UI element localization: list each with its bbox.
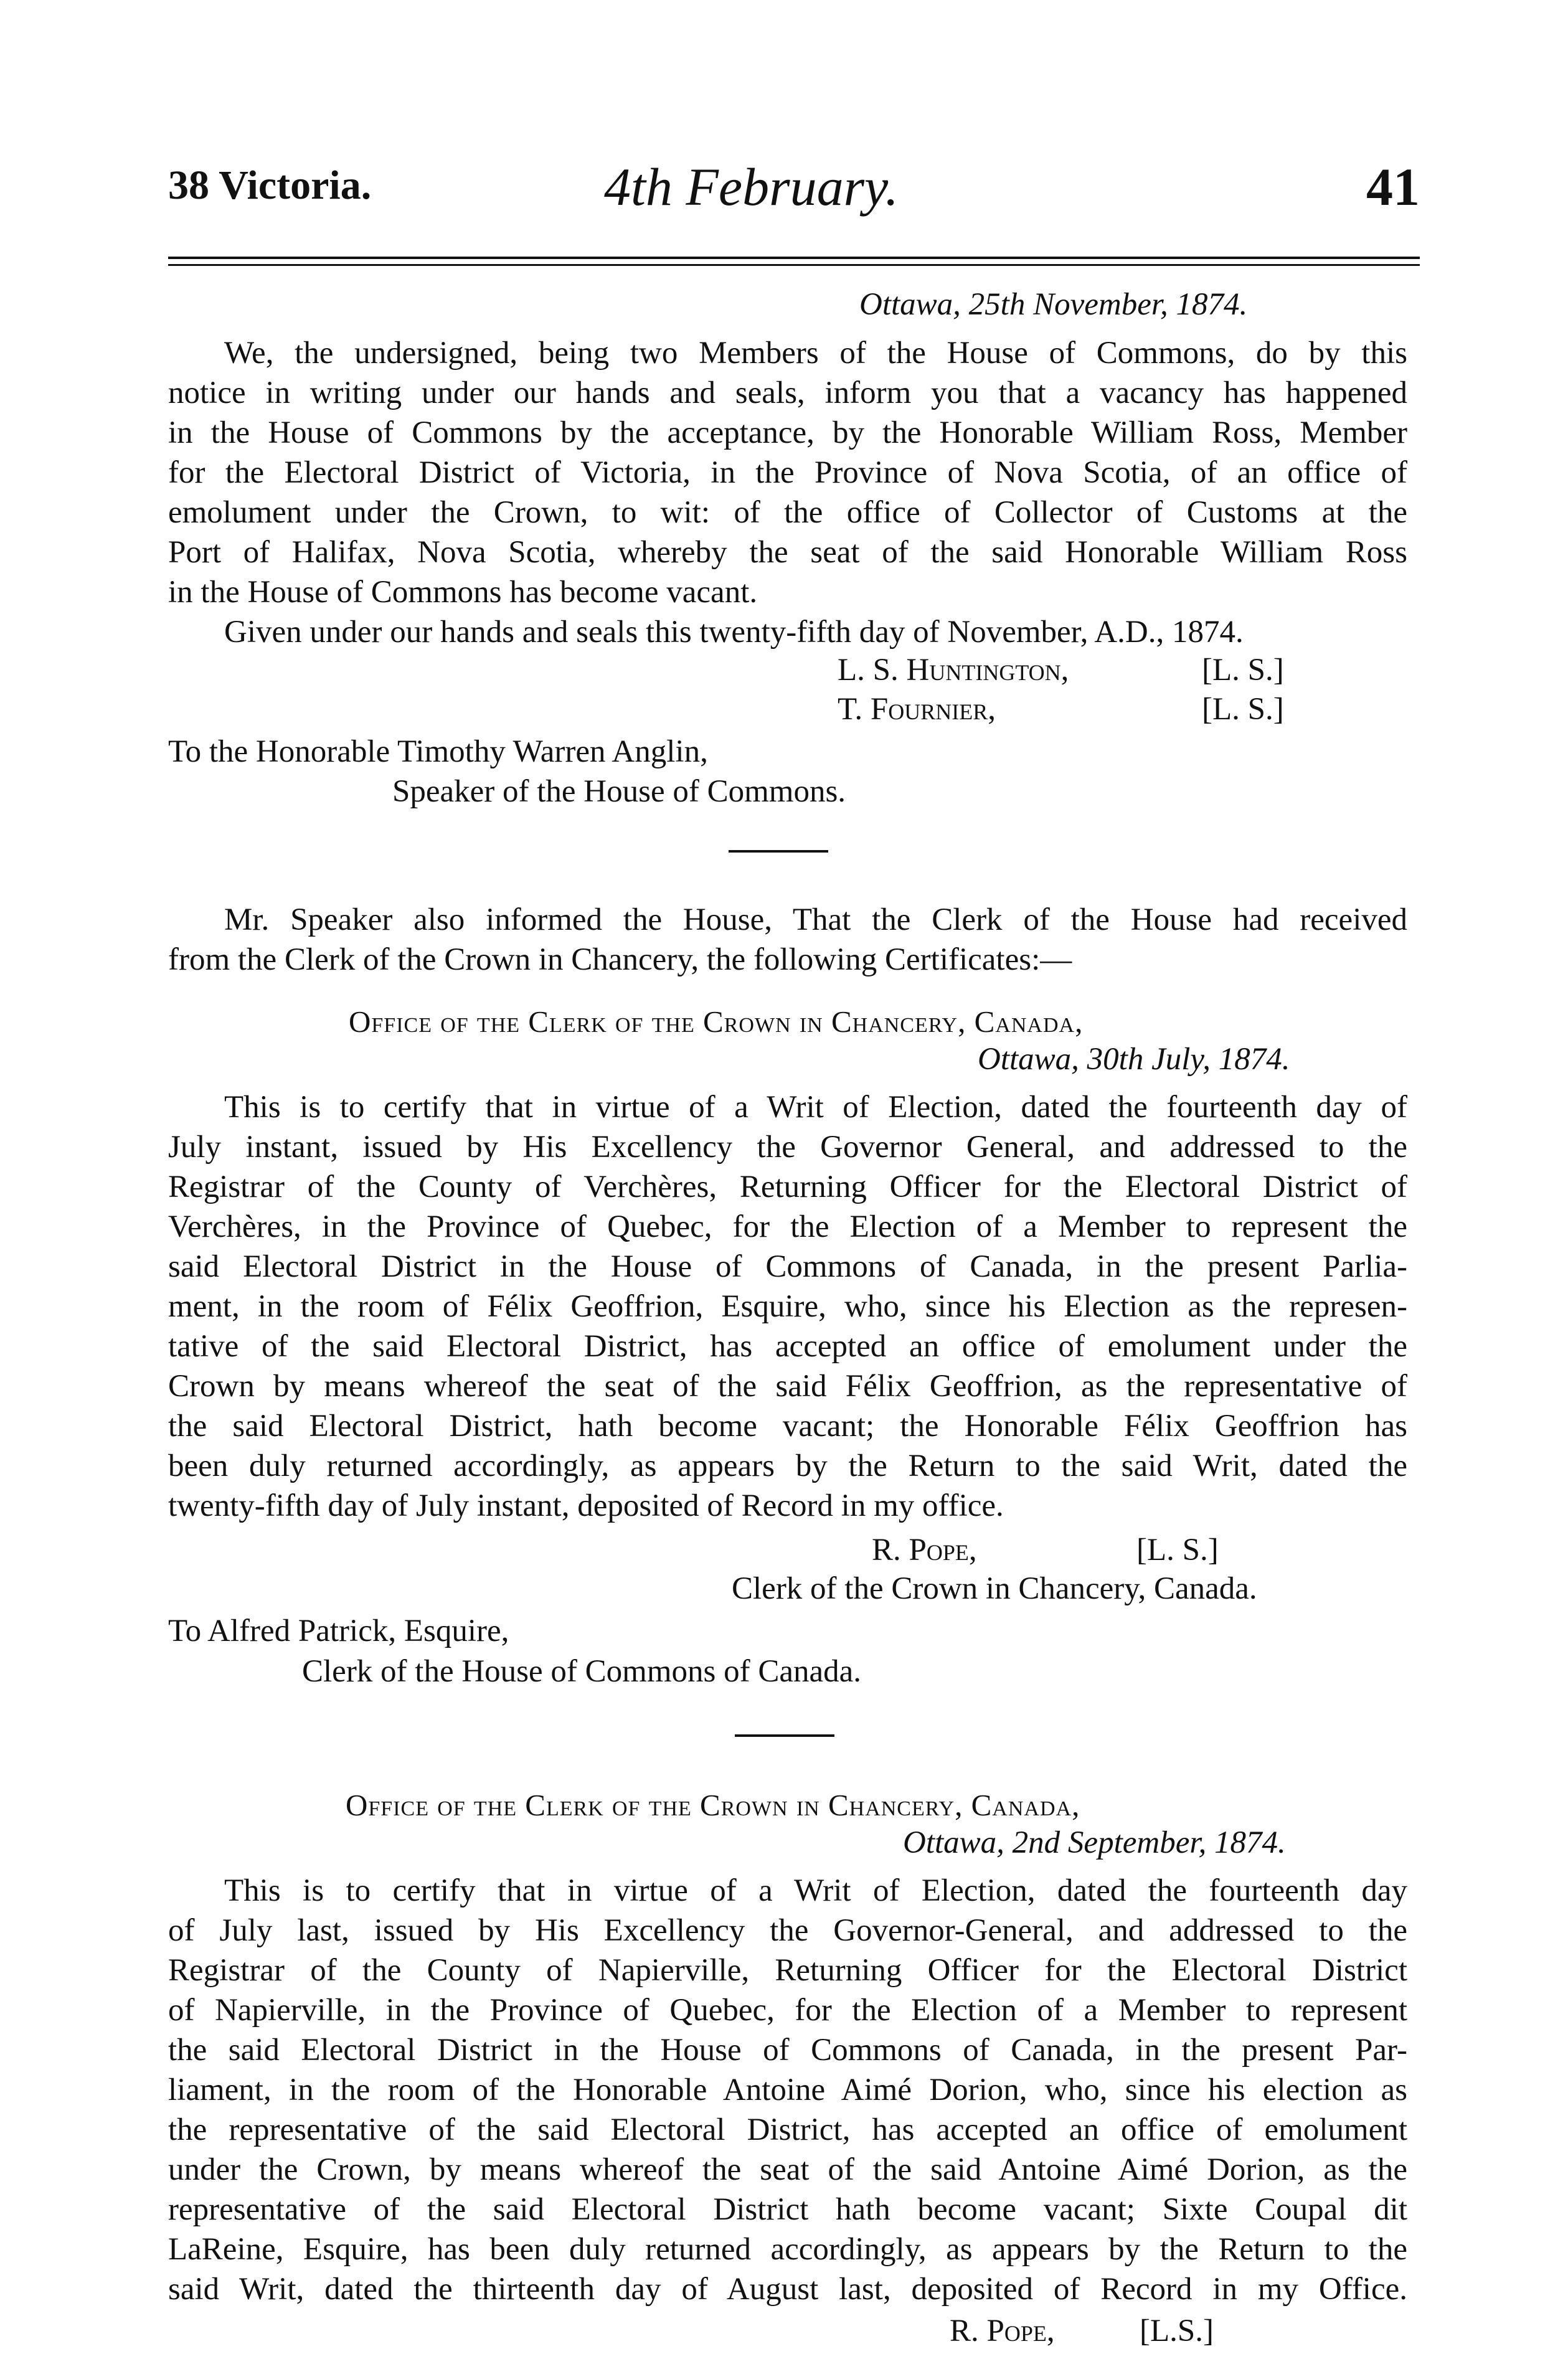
notice-line: Port of Halifax, Nova Scotia, whereby the seat of the said Honorable William Ross <box>168 535 1407 570</box>
notice-addressee-title: Speaker of the House of Commons. <box>392 774 846 809</box>
certificate-1-line: been duly returned accordingly, as appears by the Return to the said Writ, dated the <box>168 1449 1407 1483</box>
notice-line: We, the undersigned, being two Members of the House of Commons, do by this <box>224 336 1407 371</box>
notice-line: in the House of Commons has become vacant. <box>168 575 758 610</box>
certificate-1-line: said Electoral District in the House of Commons of Canada, in the present Parlia- <box>168 1249 1407 1284</box>
certificate-1-line: the said Electoral District, hath become vacant; the Honorable Félix Geoffrion has <box>168 1409 1407 1444</box>
certificate-1-line: Registrar of the County of Verchères, Returning Officer for the Electoral District of <box>168 1170 1407 1204</box>
header-rule <box>168 257 1420 259</box>
notice-given: Given under our hands and seals this twenty-fifth day of November, A.D., 1874. <box>224 615 1244 650</box>
certificate-2-line: the representative of the said Electoral District, has accepted an office of emolument <box>168 2112 1407 2147</box>
notice-dateline: Ottawa, 25th November, 1874. <box>859 287 1248 322</box>
certificate-1-signer-title: Clerk of the Crown in Chancery, Canada. <box>732 1571 1257 1606</box>
certificate-2-line: liament, in the room of the Honorable Antoine Aimé Dorion, who, since his election as <box>168 2073 1407 2107</box>
certificate-1-line: tative of the said Electoral District, has accepted an office of emolument under the <box>168 1329 1407 1364</box>
speaker-line: Mr. Speaker also informed the House, That the Clerk of the House had received <box>224 902 1407 937</box>
certificate-1-seal: [L. S.] <box>1136 1533 1219 1567</box>
certificate-2-heading: Office of the Clerk of the Crown in Chancery, Canada, <box>346 1788 1080 1822</box>
speaker-line: from the Clerk of the Crown in Chancery, the following Certificates:— <box>168 942 1072 977</box>
certificate-2-signer: R. Pope, <box>950 2314 1055 2348</box>
page-number: 41 <box>1366 157 1420 217</box>
notice-signer-2: T. Fournier, <box>838 692 996 727</box>
notice-addressee: To the Honorable Timothy Warren Anglin, <box>168 734 708 769</box>
notice-line: emolument under the Crown, to wit: of the office of Collector of Customs at the <box>168 495 1407 530</box>
certificate-1-line: twenty-fifth day of July instant, deposited of Record in my office. <box>168 1488 1004 1523</box>
certificate-1-addressee-title: Clerk of the House of Commons of Canada. <box>302 1654 862 1689</box>
notice-body <box>168 333 1407 652</box>
page-date-title: 4th February. <box>604 157 899 217</box>
certificate-1-signer: R. Pope, <box>872 1533 977 1567</box>
certificate-2-seal: [L.S.] <box>1140 2314 1214 2348</box>
certificate-2-line: This is to certify that in virtue of a Writ of Election, dated the fourteenth day <box>224 1873 1407 1908</box>
certificate-1-line: Crown by means whereof the seat of the said Félix Geoffrion, as the representative of <box>168 1369 1407 1404</box>
certificate-1-line: This is to certify that in virtue of a Writ of Election, dated the fourteenth day of <box>224 1090 1407 1125</box>
certificate-1-addressee: To Alfred Patrick, Esquire, <box>168 1614 509 1648</box>
certificate-1-body <box>168 1087 1407 1526</box>
notice-seal-2: [L. S.] <box>1202 692 1284 727</box>
section-divider <box>729 850 828 853</box>
certificate-2-line: representative of the said Electoral District hath become vacant; Sixte Coupal dit <box>168 2192 1407 2227</box>
certificate-1-line: July instant, issued by His Excellency the Governor General, and addressed to the <box>168 1130 1407 1165</box>
certificate-2-line: LaReine, Esquire, has been duly returned accordingly, as appears by the Return to the <box>168 2232 1407 2267</box>
certificate-1-dateline: Ottawa, 30th July, 1874. <box>978 1042 1290 1077</box>
session-label: 38 Victoria. <box>168 163 372 208</box>
certificate-2-line: the said Electoral District in the House of Commons of Canada, in the present Par- <box>168 2033 1407 2068</box>
certificate-1-line: Verchères, in the Province of Quebec, for the Election of a Member to represent the <box>168 1209 1407 1244</box>
speaker-paragraph <box>168 900 1407 980</box>
section-divider <box>735 1734 834 1737</box>
certificate-2-line: of Napierville, in the Province of Quebec, for the Election of a Member to represent <box>168 1993 1407 2028</box>
certificate-2-line: of July last, issued by His Excellency the Governor-General, and addressed to the <box>168 1913 1407 1948</box>
certificate-2-dateline: Ottawa, 2nd September, 1874. <box>903 1825 1286 1860</box>
notice-line: in the House of Commons by the acceptance, by the Honorable William Ross, Member <box>168 415 1407 450</box>
certificate-1-heading: Office of the Clerk of the Crown in Chancery, Canada, <box>349 1005 1084 1039</box>
notice-signer-1: L. S. Huntington, <box>838 653 1069 688</box>
certificate-2-line: said Writ, dated the thirteenth day of August last, deposited of Record in my Office. <box>168 2272 1407 2307</box>
certificate-2-line: under the Crown, by means whereof the seat of the said Antoine Aimé Dorion, as the <box>168 2152 1407 2187</box>
running-head <box>168 156 1420 217</box>
header-rule-double <box>168 264 1420 266</box>
certificate-2-body <box>168 1871 1407 2309</box>
certificate-1-line: ment, in the room of Félix Geoffrion, Esquire, who, since his Election as the represen- <box>168 1289 1407 1324</box>
notice-line: notice in writing under our hands and seals, inform you that a vacancy has happened <box>168 376 1407 410</box>
notice-line: for the Electoral District of Victoria, in the Province of Nova Scotia, of an office of <box>168 455 1407 490</box>
certificate-2-line: Registrar of the County of Napierville, Returning Officer for the Electoral District <box>168 1953 1407 1988</box>
notice-seal-1: [L. S.] <box>1202 653 1284 688</box>
